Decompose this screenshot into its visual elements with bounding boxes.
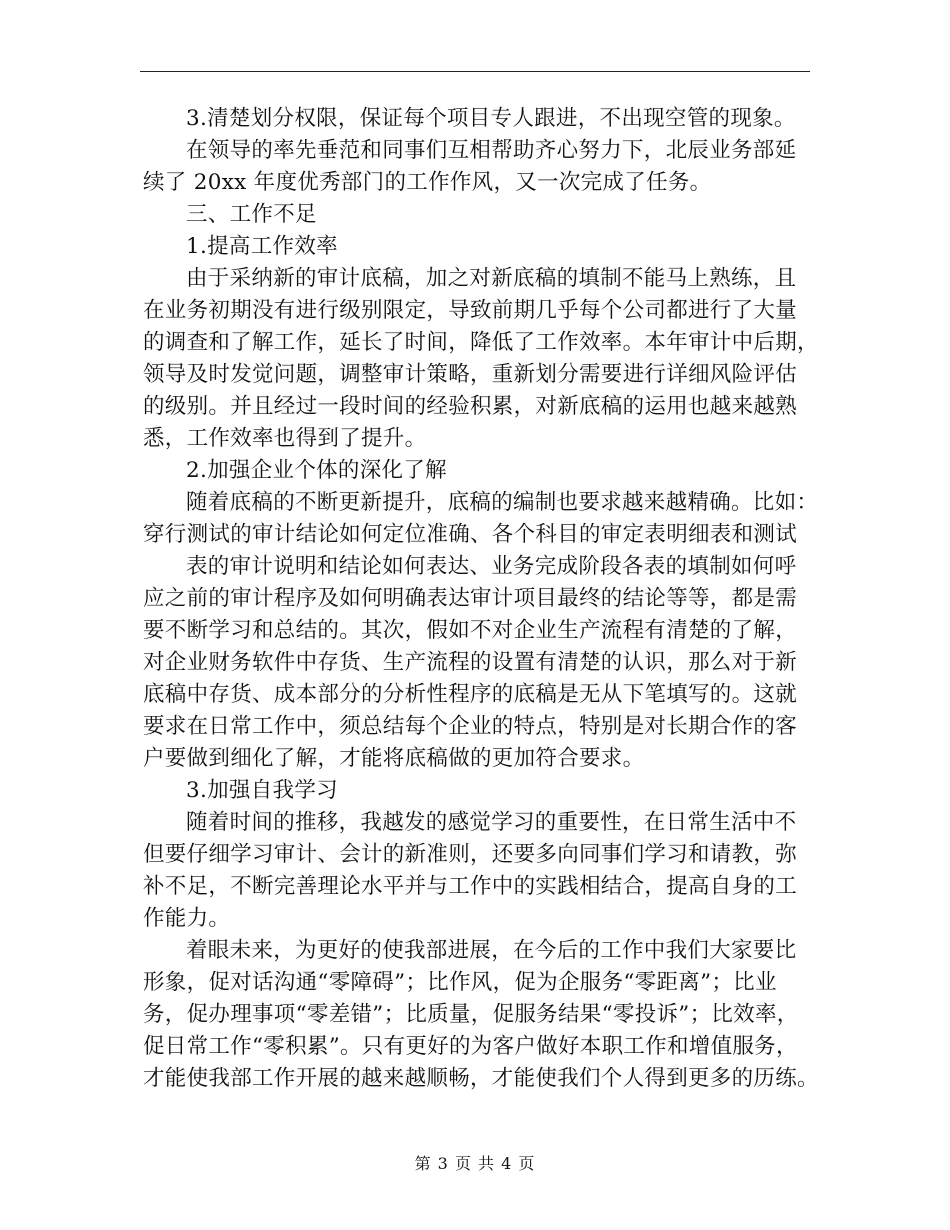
text-line: 补不足，不断完善理论水平并与工作中的实践相结合，提高自身的工 — [143, 874, 798, 899]
text-line: 随着时间的推移，我越发的感觉学习的重要性，在日常生活中不 — [186, 810, 797, 835]
text-line: 在业务初期没有进行级别限定，导致前期几乎每个公司都进行了大量 — [143, 298, 798, 323]
text-line: 要求在日常工作中，须总结每个企业的特点，特别是对长期合作的客 — [143, 714, 798, 739]
text-line: 要不断学习和总结的。其次，假如不对企业生产流程有清楚的了解， — [143, 618, 798, 643]
text-line: 底稿中存货、成本部分的分析性程序的底稿是无从下笔填写的。这就 — [143, 682, 798, 707]
text-line: 随着底稿的不断更新提升，底稿的编制也要求越来越精确。比如： — [186, 490, 819, 515]
text-line: 的级别。并且经过一段时间的经验积累，对新底稿的运用也越来越熟 — [143, 394, 798, 419]
text-line: 穿行测试的审计结论如何定位准确、各个科目的审定表明细表和测试 — [143, 522, 798, 547]
text-line: 的调查和了解工作，延长了时间，降低了工作效率。本年审计中后期， — [143, 330, 819, 355]
text-line: 1.提高工作效率 — [186, 234, 338, 259]
text-line: 在领导的率先垂范和同事们互相帮助齐心努力下，北辰业务部延 — [186, 138, 797, 163]
text-line: 促日常工作“零积累”。只有更好的为客户做好本职工作和增值服务， — [143, 1034, 798, 1059]
text-line: 悉，工作效率也得到了提升。 — [143, 426, 427, 451]
text-line: 但要仔细学习审计、会计的新准则，还要多向同事们学习和请教，弥 — [143, 842, 798, 867]
text-line: 作能力。 — [143, 906, 231, 931]
text-line: 3.加强自我学习 — [186, 778, 338, 803]
text-line: 续了 20xx 年度优秀部门的工作作风，又一次完成了任务。 — [143, 170, 712, 195]
text-line: 3.清楚划分权限，保证每个项目专人跟进，不出现空管的现象。 — [186, 106, 796, 131]
text-line: 由于采纳新的审计底稿，加之对新底稿的填制不能马上熟练，且 — [186, 266, 797, 291]
document-body — [143, 103, 819, 1095]
text-line: 形象，促对话沟通“零障碍”；比作风，促为企服务“零距离”；比业 — [143, 970, 777, 995]
text-line: 对企业财务软件中存货、生产流程的设置有清楚的认识，那么对于新 — [143, 650, 798, 675]
text-line: 户要做到细化了解，才能将底稿做的更加符合要求。 — [143, 746, 645, 771]
page-number: 第 3 页 共 4 页 — [414, 1154, 536, 1173]
text-line: 务，促办理事项“零差错”；比质量，促服务结果“零投诉”；比效率， — [143, 1002, 799, 1027]
text-line: 应之前的审计程序及如何明确表达审计项目最终的结论等等，都是需 — [143, 586, 798, 611]
text-line: 着眼未来，为更好的使我部进展，在今后的工作中我们大家要比 — [186, 938, 797, 963]
text-line: 领导及时发觉问题，调整审计策略，重新划分需要进行详细风险评估 — [143, 362, 798, 387]
text-line: 三、工作不足 — [186, 202, 317, 227]
text-line: 表的审计说明和结论如何表达、业务完成阶段各表的填制如何呼 — [186, 554, 797, 579]
text-line: 2.加强企业个体的深化了解 — [186, 458, 447, 483]
text-line: 才能使我部工作开展的越来越顺畅，才能使我们个人得到更多的历练。 — [143, 1066, 819, 1091]
header-divider — [140, 71, 810, 72]
